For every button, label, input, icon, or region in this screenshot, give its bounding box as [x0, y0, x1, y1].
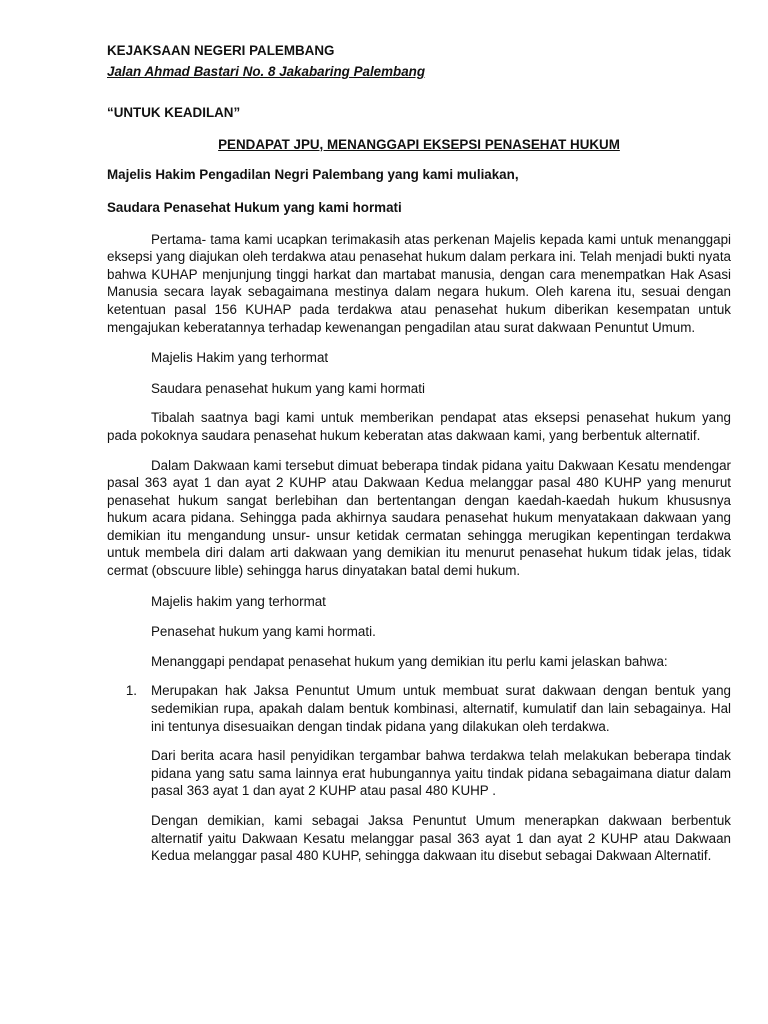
greeting-judges-1: Majelis Hakim yang terhormat	[151, 350, 329, 366]
numbered-list	[107, 682, 731, 864]
greeting-counsel-1: Saudara penasehat hukum yang kami hormati	[151, 380, 425, 396]
list-item	[107, 682, 731, 864]
list-item-subparagraph-2: Dengan demikian, kami sebagai Jaksa Penuntut Umum menerapkan dakwaan berbentuk alternatif yaitu Dakwaan Kesatu melanggar pasal 363 ayat 1 dan ayat 2 KUHP atau Dakwaan Kedua melanggar pasal 480 KUHP, sehingga dakwaan itu disebut sebagai Dakwaan Alternatif.	[151, 813, 731, 864]
greeting-counsel-2: Penasehat hukum yang kami hormati.	[151, 624, 376, 640]
salutation-counsel: Saudara Penasehat Hukum yang kami hormati	[107, 199, 402, 215]
list-item-text: Merupakan hak Jaksa Penuntut Umum untuk membuat surat dakwaan dengan bentuk yang sedemikian rupa, apakah dalam bentuk kombinasi, alternatif, kumulatif dan lain sebagainya. Hal ini tentunya disesuaikan dengan tindak pidana yang dilakukan oleh terdakwa.	[151, 683, 731, 734]
paragraph-response-intro: Tibalah saatnya bagi kami untuk memberikan pendapat atas eksepsi penasehat hukum yang pada pokoknya saudara penasehat hukum keberatan atas dakwaan kami, yang berbentuk alternatif.	[107, 410, 731, 443]
institution-name: KEJAKSAAN NEGERI PALEMBANG	[107, 43, 335, 58]
document-title: PENDAPAT JPU, MENANGGAPI EKSEPSI PENASEHAT HUKUM	[218, 136, 620, 152]
motto: “UNTUK KEADILAN”	[107, 105, 241, 121]
document-page	[107, 42, 731, 865]
paragraph-opening: Pertama- tama kami ucapkan terimakasih atas perkenan Majelis kepada kami untuk menanggapi eksepsi yang diajukan oleh terdakwa atau penasehat hukum dalam perkara ini. Telah menjadi bukti nyata bahwa KUHAP menjunjung tinggi harkat dan martabat manusia, dengan cara menempatkan Hak Asasi Manusia secara layak sebagaimana mestinya dalam negara hukum. Oleh karena itu, sesuai dengan ketentuan pasal 156 KUHAP pada terdakwa atau penasehat hukum diberikan kesempatan untuk mengajukan keberatannya terhadap kewenangan pengadilan atau surat dakwaan Penuntut Umum.	[107, 231, 731, 335]
institution-address: Jalan Ahmad Bastari No. 8 Jakabaring Palembang	[107, 63, 426, 79]
list-item-subparagraph-1: Dari berita acara hasil penyidikan tergambar bahwa terdakwa telah melakukan beberapa tindak pidana yang satu sama lainnya erat hubungannya yaitu tindak pidana sebagaimana diatur dalam pasal 363 ayat 1 dan ayat 2 KUHP atau pasal 480 KUHP .	[151, 748, 731, 799]
paragraph-indictment: Dalam Dakwaan kami tersebut dimuat beberapa tindak pidana yaitu Dakwaan Kesatu mendengar pasal 363 ayat 1 dan ayat 2 KUHP atau Dakwaan Kedua melanggar pasal 480 KUHP yang menurut penasehat hukum sangat berlebihan dan bertentangan dengan kaedah-kaedah hukum khususnya hukum acara pidana. Sehingga pada akhirnya saudara penasehat hukum menyatakaan dakwaan yang demikian itu mengandung unsur- unsur ketidak cermatan sehingga merugikan kepentingan terdakwa untuk membela diri dalam arti dakwaan yang demikian itu menurut penasehat hukum tidak jelas, tidak cermat (obscuure lible) sehingga harus dinyatakan batal demi hukum.	[107, 457, 731, 579]
greeting-judges-2: Majelis hakim yang terhormat	[151, 593, 326, 609]
paragraph-explanation-intro: Menanggapi pendapat penasehat hukum yang demikian itu perlu kami jelaskan bahwa:	[151, 653, 668, 669]
salutation-judges: Majelis Hakim Pengadilan Negri Palembang yang kami muliakan,	[107, 167, 519, 183]
list-item-number: 1.	[125, 683, 137, 699]
